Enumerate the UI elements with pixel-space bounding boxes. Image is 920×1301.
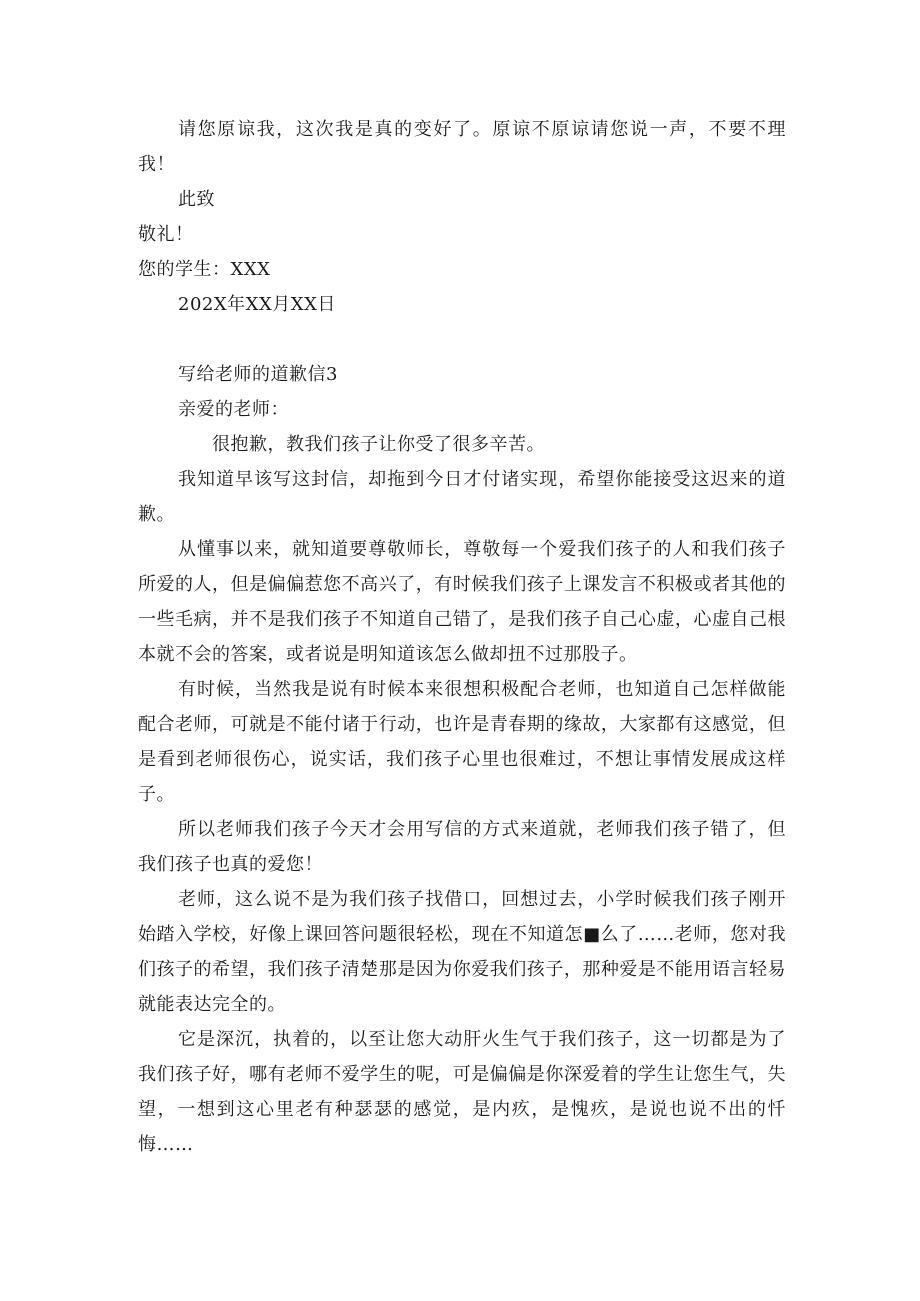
body-paragraph: 从懂事以来，就知道要尊敬师长，尊敬每一个爱我们孩子的人和我们孩子所爱的人，但是偏偏惹您不高兴了，有时候我们孩子上课发言不积极或者其他的一些毛病，并不是我们孩子不知道自己错了，是我们孩子自己心虚，心虚自己根本就不会的答案，或者说是明知道该怎么做却扭不过那股子。 bbox=[138, 539, 786, 665]
letter-greeting: 亲爱的老师： bbox=[178, 399, 289, 420]
salutation-jingli: 敬礼！ bbox=[138, 224, 194, 245]
body-paragraph: 老师，这么说不是为我们孩子找借口，回想过去，小学时候我们孩子刚开始踏入学校，好像上课回答问题很轻松，现在不知道怎■么了……老师，您对我们孩子的希望，我们孩子清楚那是因为你爱我们孩子，那种爱是不能用语言轻易就能表达完全的。 bbox=[138, 889, 786, 1015]
body-paragraph: 很抱歉，教我们孩子让你受了很多辛苦。 bbox=[212, 434, 545, 455]
closing-paragraph: 请您原谅我，这次我是真的变好了。原谅不原谅请您说一声，不要不理我！ bbox=[138, 119, 786, 175]
body-paragraph: 它是深沉，执着的，以至让您大动肝火生气于我们孩子，这一切都是为了我们孩子好，哪有老师不爱学生的呢，可是偏偏是你深爱着的学生让您生气，失望，一想到这心里老有种瑟瑟的感觉，是内疚，是愧疚，是说也说不出的忏悔…… bbox=[138, 1029, 786, 1155]
signature: 您的学生：XXX bbox=[138, 259, 271, 280]
letter-title: 写给老师的道歉信3 bbox=[178, 364, 338, 385]
letter-date: 202X年XX月XX日 bbox=[178, 294, 336, 315]
body-paragraph: 我知道早该写这封信，却拖到今日才付诸实现，希望你能接受这迟来的道歉。 bbox=[138, 469, 786, 525]
salutation-cizhi: 此致 bbox=[178, 189, 215, 210]
section-gap bbox=[138, 322, 786, 357]
document-page bbox=[138, 112, 786, 1162]
body-paragraph: 所以老师我们孩子今天才会用写信的方式来道就，老师我们孩子错了，但我们孩子也真的爱您！ bbox=[138, 819, 786, 875]
body-paragraph: 有时候，当然我是说有时候本来很想积极配合老师，也知道自己怎样做能配合老师，可就是不能付诸于行动，也许是青春期的缘故，大家都有这感觉，但是看到老师很伤心，说实话，我们孩子心里也很难过，不想让事情发展成这样子。 bbox=[138, 679, 786, 805]
